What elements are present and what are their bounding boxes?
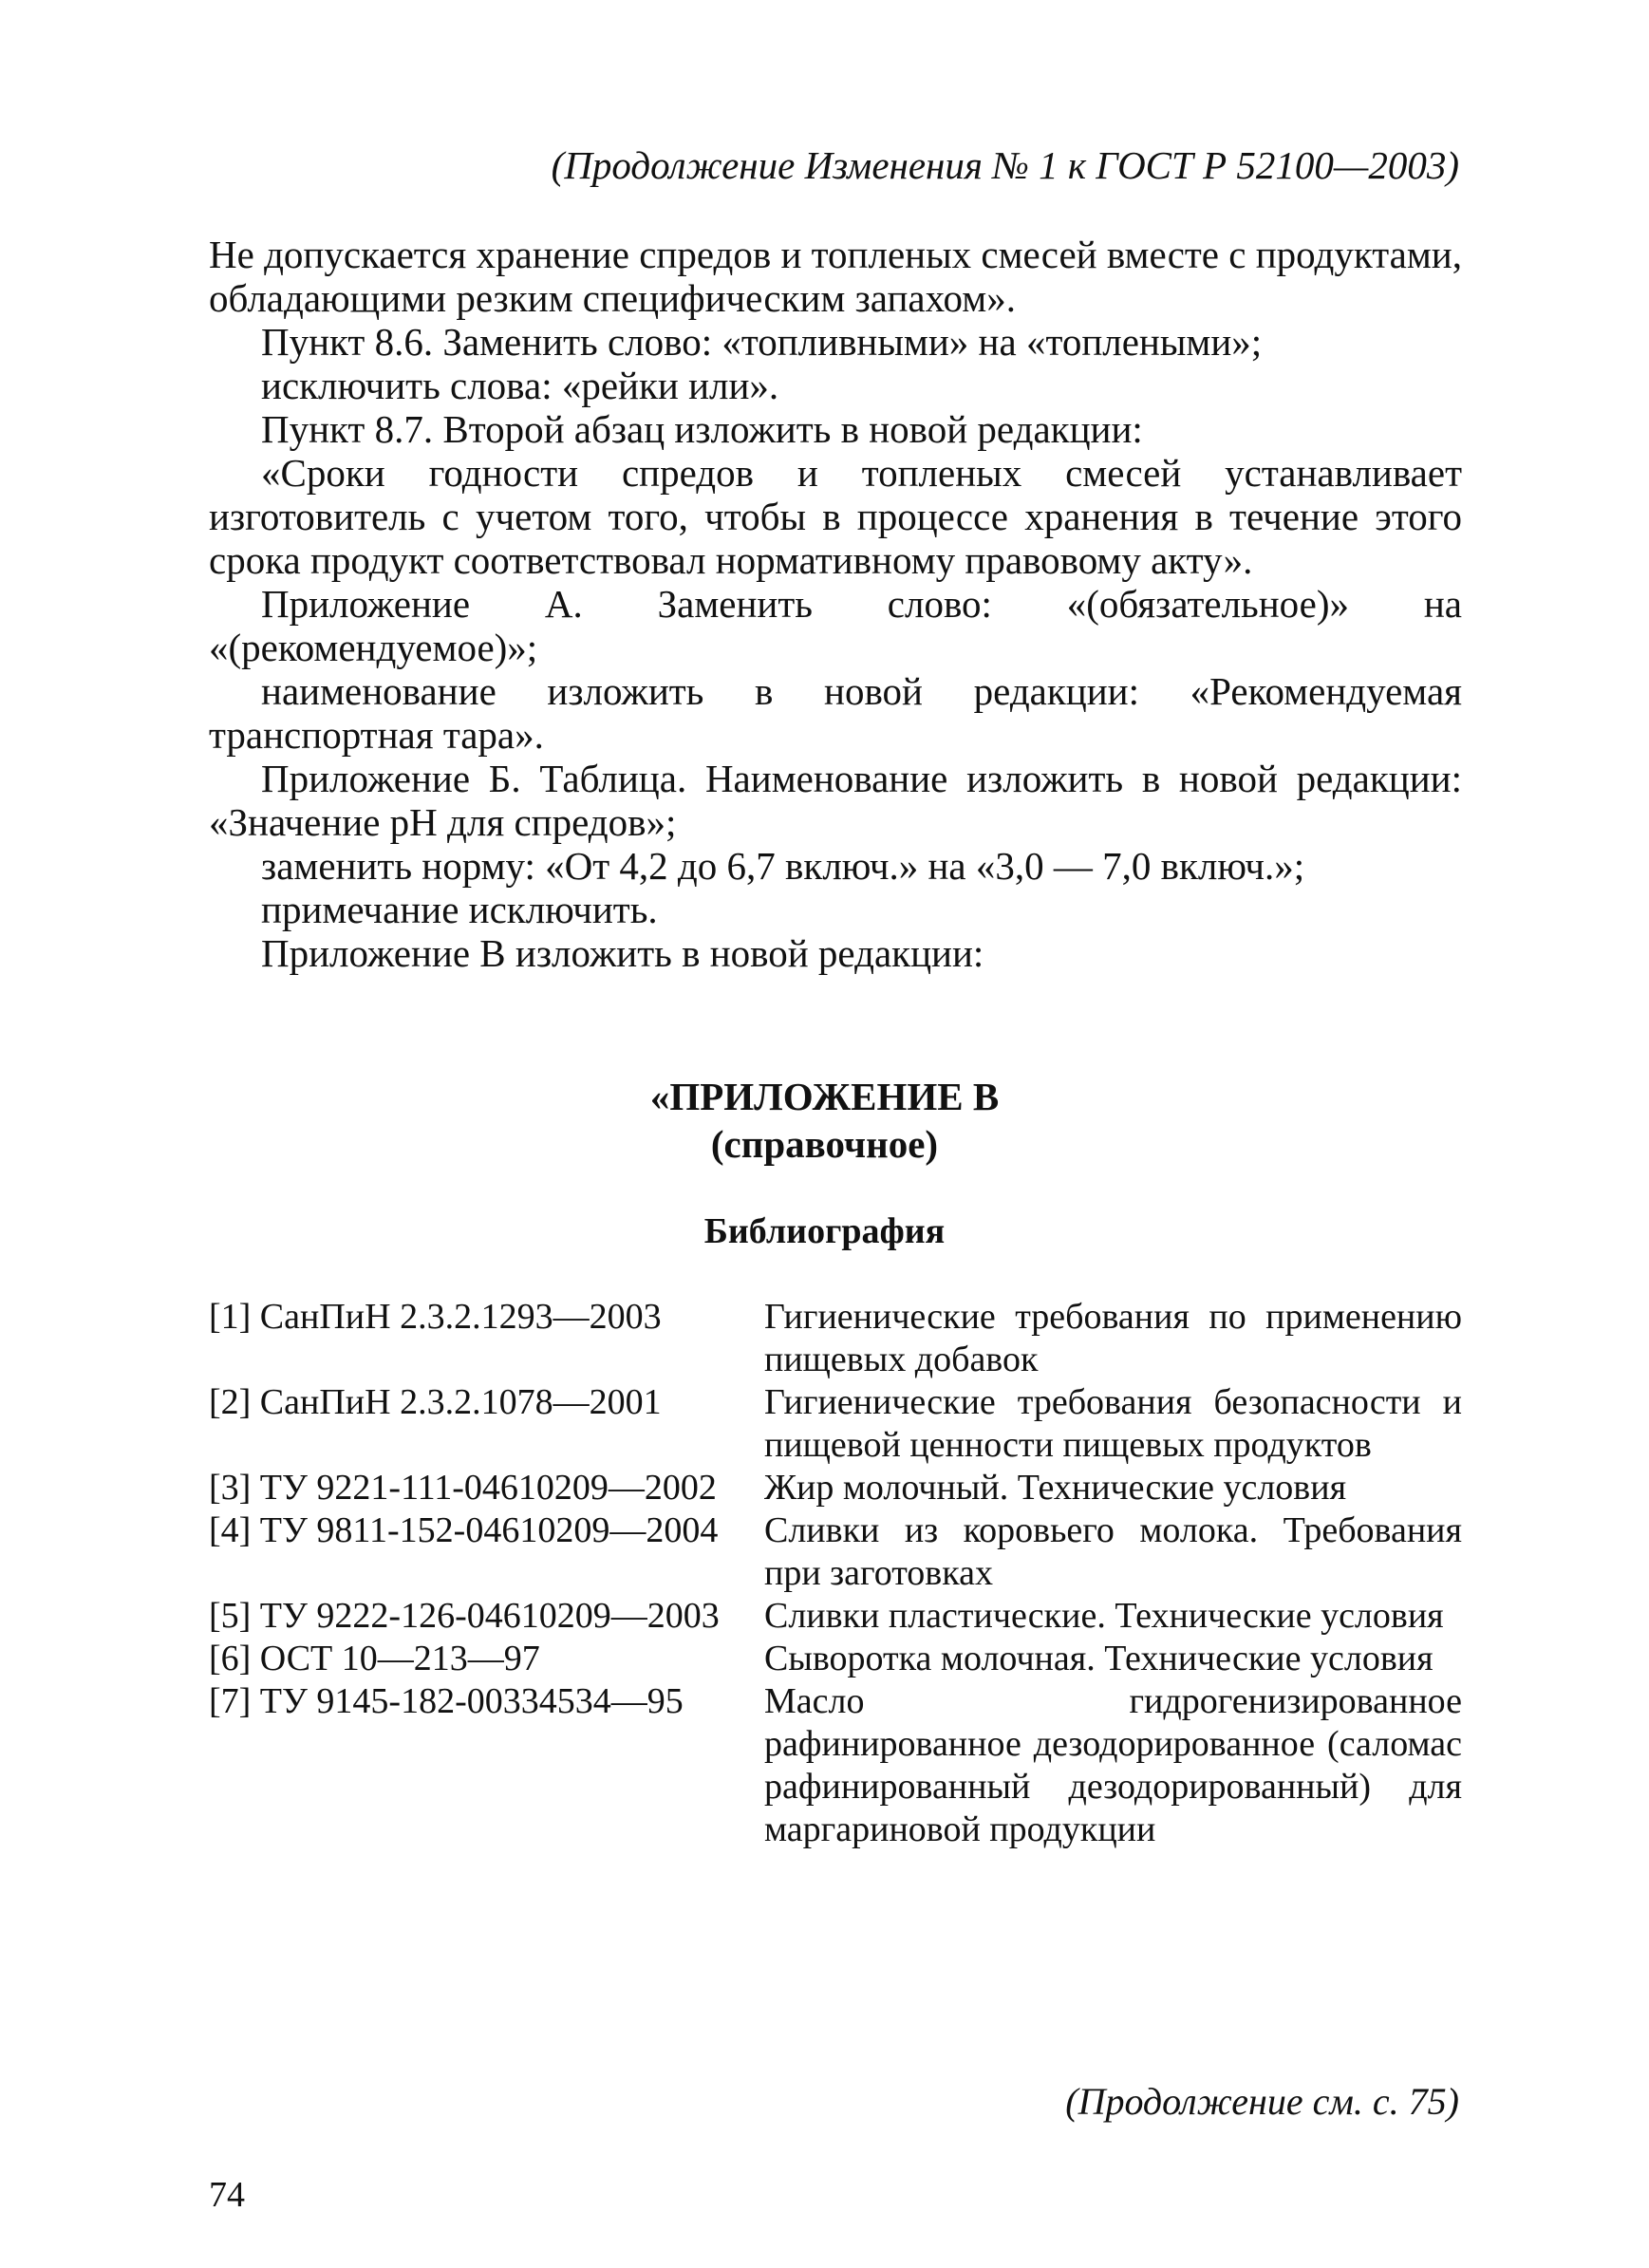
bibliography-desc: Масло гидрогенизированное рафинированное дезодорированное (саломас рафинированный дезодорированный) для маргариновой продукции: [764, 1681, 1462, 1849]
bibliography-desc: Сливки из коровьего молока. Требования при заготовках: [764, 1510, 1462, 1593]
bibliography-entry: [209, 1680, 1462, 1851]
bibliography-ref: [1] СанПиН 2.3.2.1293—2003: [209, 1297, 662, 1337]
bibliography-ref: [7] ТУ 9145-182-00334534—95: [209, 1681, 684, 1721]
bibliography-entry: [209, 1595, 1462, 1638]
paragraph: наименование изложить в новой редакции: «Рекомендуемая транспортная тара».: [209, 669, 1462, 757]
paragraph: Приложение А. Заменить слово: «(обязательное)» на «(рекомендуемое)»;: [209, 582, 1462, 669]
bibliography-desc: Жир молочный. Технические условия: [764, 1468, 1347, 1508]
bibliography-entry: [209, 1296, 1462, 1381]
bibliography-entry: [209, 1509, 1462, 1595]
bibliography-desc: Сыворотка молочная. Технические условия: [764, 1639, 1434, 1678]
paragraph: исключить слова: «рейки или».: [261, 364, 779, 407]
appendix-title-block: [0, 1073, 1649, 1168]
bibliography-ref: [5] ТУ 9222-126-04610209—2003: [209, 1596, 720, 1636]
bibliography-ref: [4] ТУ 9811-152-04610209—2004: [209, 1510, 719, 1550]
bibliography-desc: Сливки пластические. Технические условия: [764, 1596, 1444, 1636]
bibliography-entry: [209, 1381, 1462, 1467]
paragraph: примечание исключить.: [261, 888, 658, 931]
bibliography-ref: [2] СанПиН 2.3.2.1078—2001: [209, 1382, 662, 1422]
body-text: [209, 233, 1462, 975]
paragraph: Пункт 8.7. Второй абзац изложить в новой редакции:: [261, 407, 1143, 451]
bibliography-entry: [209, 1638, 1462, 1680]
bibliography-title: Библиография: [703, 1211, 946, 1251]
page-number: 74: [209, 2175, 245, 2215]
paragraph: заменить норму: «От 4,2 до 6,7 включ.» на «3,0 — 7,0 включ.»;: [261, 844, 1305, 888]
bibliography-ref: [6] ОСТ 10—213—97: [209, 1639, 540, 1678]
bibliography-desc: Гигиенические требования безопасности и пищевой ценности пищевых продуктов: [764, 1382, 1462, 1465]
paragraph: Пункт 8.6. Заменить слово: «топливными» на «топлеными»;: [261, 320, 1263, 364]
appendix-title: «ПРИЛОЖЕНИЕ В: [649, 1075, 1000, 1118]
paragraph: Приложение Б. Таблица. Наименование изложить в новой редакции: «Значение pH для спредов»;: [209, 757, 1462, 844]
appendix-subtitle: (справочное): [710, 1122, 939, 1166]
bibliography-entry: [209, 1467, 1462, 1509]
bibliography-list: [209, 1296, 1462, 1851]
continued-note: (Продолжение см. с. 75): [1065, 2080, 1459, 2123]
paragraph: Приложение В изложить в новой редакции:: [261, 931, 984, 975]
bibliography-ref: [3] ТУ 9221-111-04610209—2002: [209, 1468, 717, 1508]
page-header: (Продолжение Изменения № 1 к ГОСТ Р 52100—2003): [551, 143, 1459, 187]
bibliography-desc: Гигиенические требования по применению пищевых добавок: [764, 1297, 1462, 1379]
paragraph: Не допускается хранение спредов и топленых смесей вместе с продуктами, обладающими резким специфическим запахом».: [209, 233, 1462, 320]
paragraph: «Сроки годности спредов и топленых смесей устанавливает изготовитель с учетом того, чтобы в процессе хранения в течение этого срока продукт соответствовал нормативному правовому акту».: [209, 451, 1462, 582]
